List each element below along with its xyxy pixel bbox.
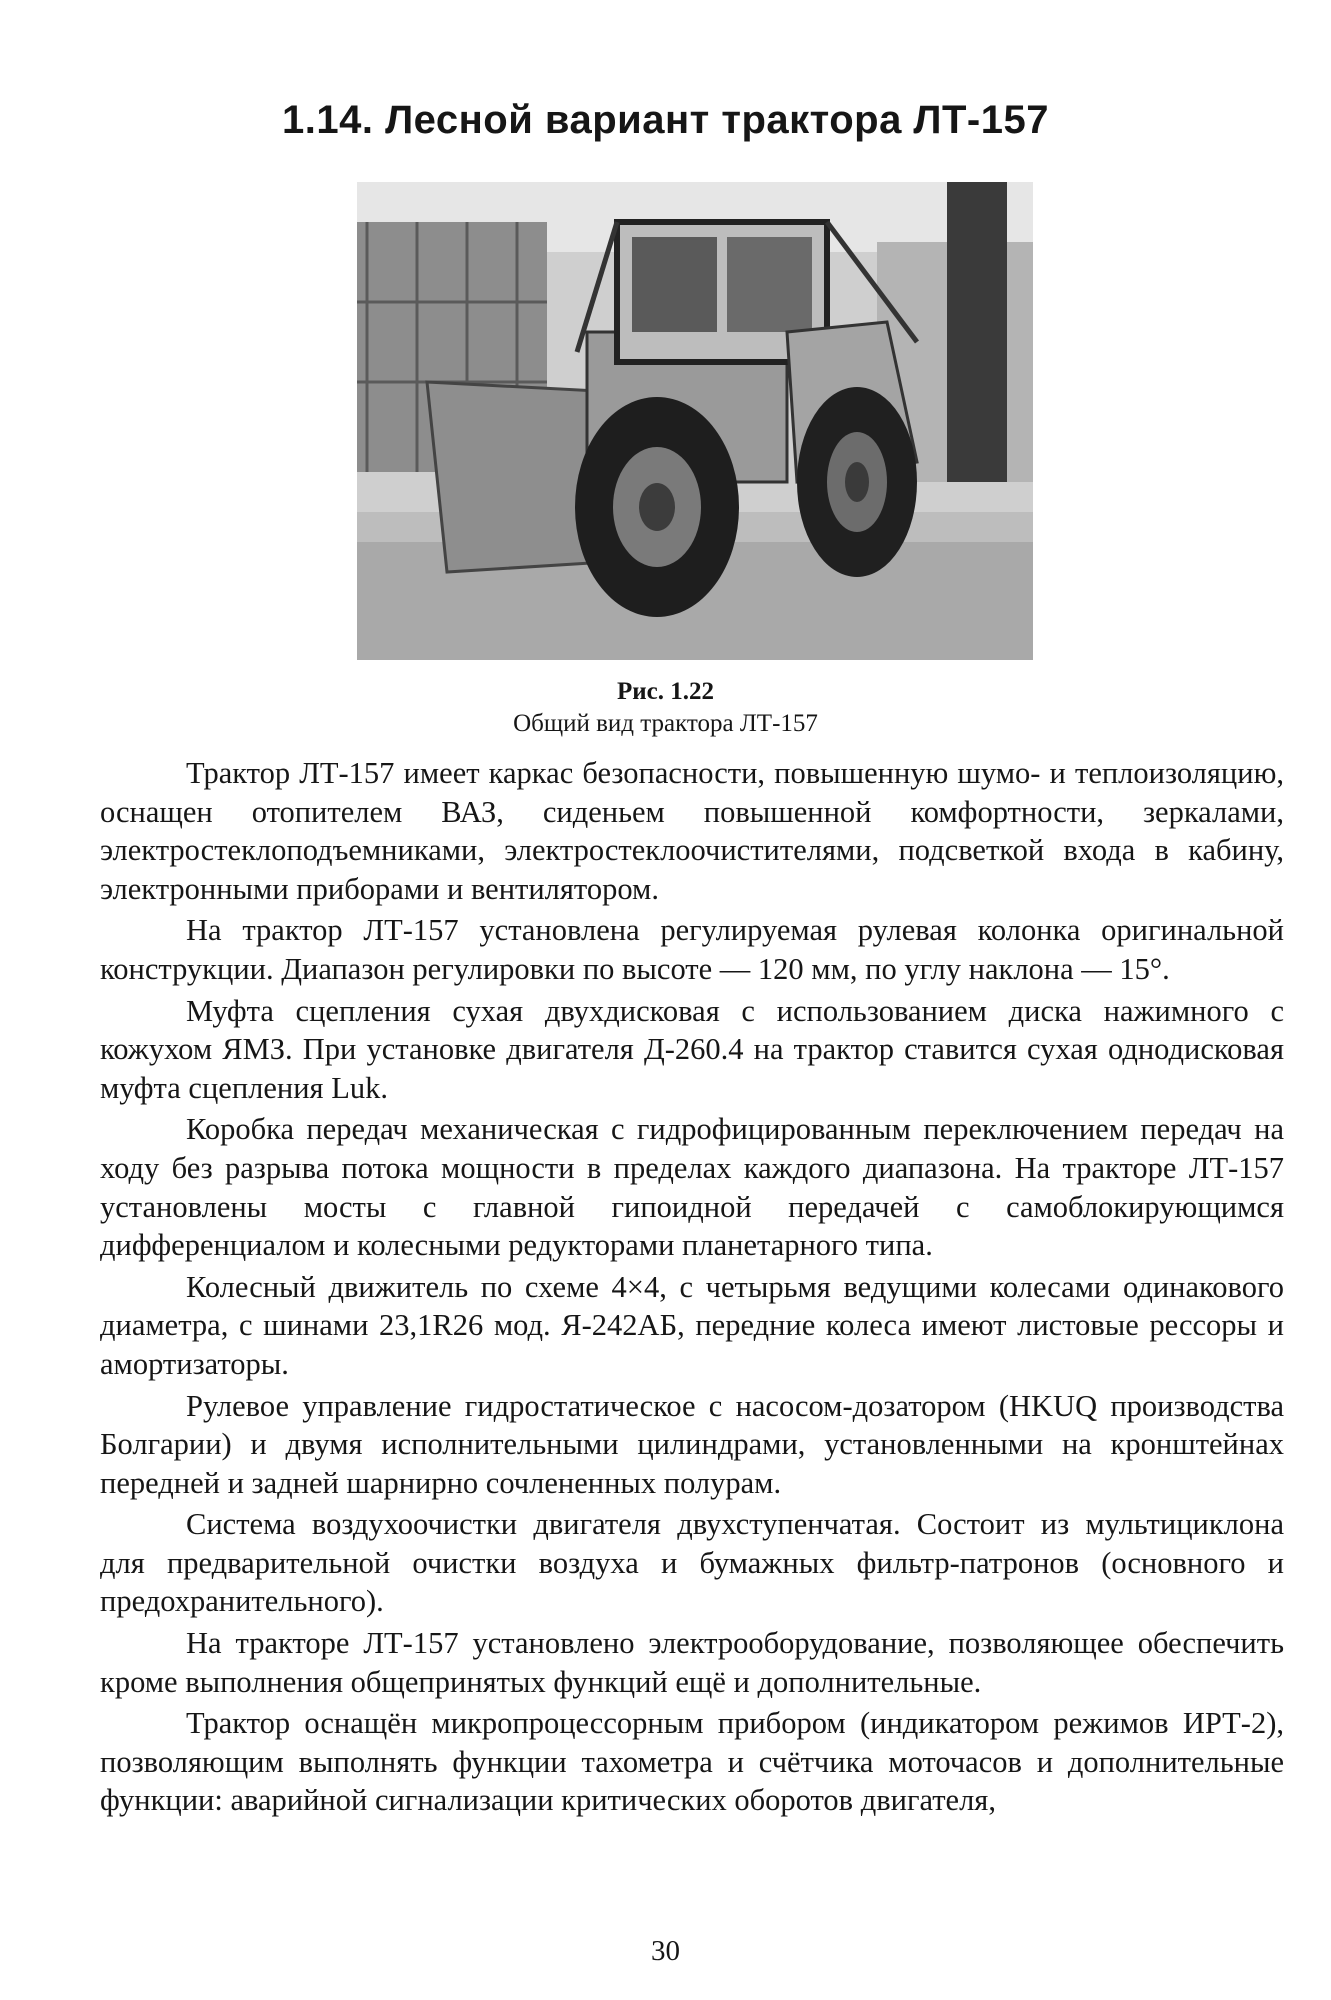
paragraph: На тракторе ЛТ-157 установлено электрооборудование, позволяющее обеспечить кроме выполнения общепринятых функций ещё и дополнительные.	[100, 1626, 1284, 1699]
page-number: 30	[651, 1935, 680, 1967]
section-title: 1.14. Лесной вариант трактора ЛТ-157	[282, 98, 1049, 142]
paragraph: Колесный движитель по схеме 4×4, с четырьмя ведущими колесами одинакового диаметра, с шинами 23,1R26 мод. Я-242АБ, передние колеса имеют листовые рессоры и амортизаторы.	[100, 1269, 1284, 1381]
tractor-photo	[357, 182, 1033, 660]
paragraph: На трактор ЛТ-157 установлена регулируемая рулевая колонка оригинальной конструкции. Диапазон регулировки по высоте — 120 мм, по углу наклона — 15°.	[100, 913, 1284, 986]
figure-number: Рис. 1.22	[616, 678, 715, 705]
paragraph: Трактор ЛТ-157 имеет каркас безопасности, повышенную шумо- и теплоизоляцию, оснащен отопителем ВАЗ, сиденьем повышенной комфортности, зеркалами, электростеклоподъемниками, электростеклоочистителями, подсветкой входа в кабину, электронными приборами и вентилятором.	[100, 756, 1284, 906]
figure-caption: Общий вид трактора ЛТ-157	[513, 710, 818, 737]
paragraph: Муфта сцепления сухая двухдисковая с использованием диска нажимного с кожухом ЯМЗ. При установке двигателя Д-260.4 на трактор ставится сухая однодисковая муфта сцепления Luk.	[100, 993, 1284, 1105]
paragraph: Коробка передач механическая с гидрофицированным переключением передач на ходу без разрыва потока мощности в пределах каждого диапазона. На тракторе ЛТ-157 установлены мосты с главной гипоидной передачей с самоблокирующимся дифференциалом и колесными редукторами планетарного типа.	[100, 1112, 1284, 1263]
body-text	[100, 754, 1284, 1823]
paragraph: Система воздухоочистки двигателя двухступенчатая. Состоит из мультициклона для предварительной очистки воздуха и бумажных фильтр-патронов (основного и предохранительного).	[100, 1507, 1284, 1619]
paragraph: Рулевое управление гидростатическое с насосом-дозатором (HKUQ производства Болгарии) и двумя исполнительными цилиндрами, установленными на кронштейнах передней и задней шарнирно сочлененных полурам.	[100, 1388, 1284, 1500]
paragraph: Трактор оснащён микропроцессорным прибором (индикатором режимов ИРТ-2), позволяющим выполнять функции тахометра и счётчика моточасов и дополнительные функции: аварийной сигнализации критических оборотов двигателя,	[100, 1706, 1284, 1818]
